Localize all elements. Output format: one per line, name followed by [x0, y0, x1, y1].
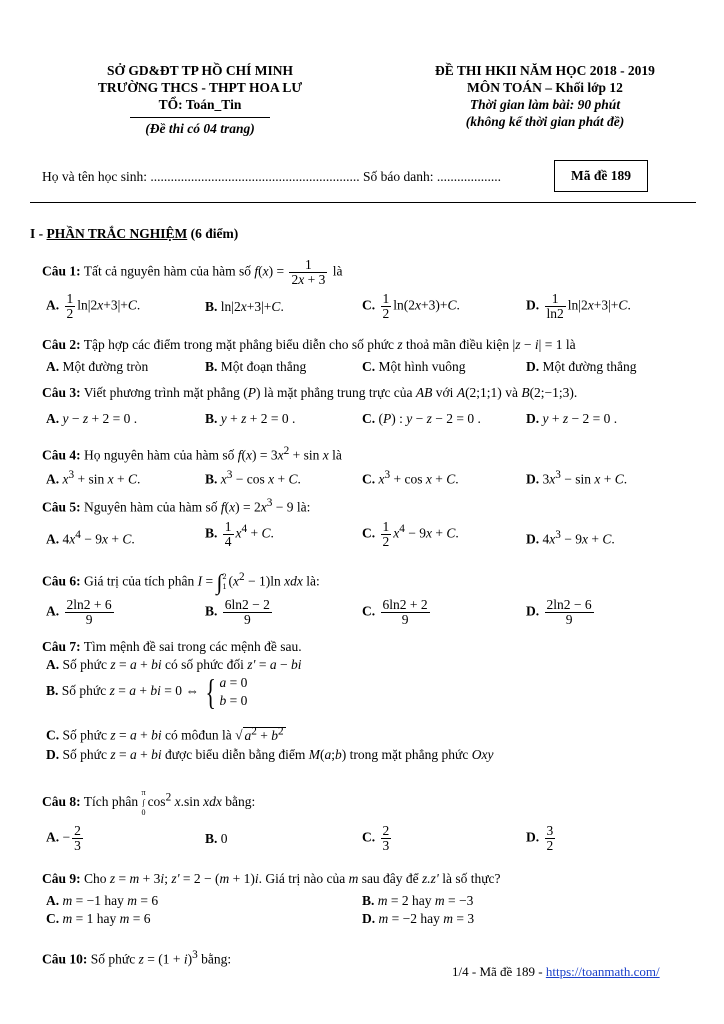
- q2-option-d[interactable]: D. Một đường thẳng: [526, 359, 637, 374]
- q7-option-a[interactable]: A. Số phức z = a + bi có số phức đối z' = a − bi: [46, 657, 302, 672]
- question-1: Câu 1: Tất cả nguyên hàm của hàm số f(x) = $\frac{1}{2x + 3}$ là: [42, 257, 343, 287]
- q6-option-d[interactable]: D. $\frac{2\ln 2 - 6}{9}$: [526, 597, 592, 627]
- q4-option-c[interactable]: C. $x^3 + \cos x + C$.: [362, 469, 459, 487]
- exam-code: Mã đề 189: [571, 168, 631, 183]
- student-info: [42, 168, 501, 186]
- school-name: TRƯỜNG THCS - THPT HOA LƯ: [97, 80, 303, 95]
- q5-option-c[interactable]: C. $\frac{1}{2}$ $x^4 - 9x + C$.: [362, 519, 459, 549]
- department-name: SỞ GD&ĐT TP HỒ CHÍ MINH: [107, 63, 293, 78]
- q3-option-c[interactable]: C. (P) : y − z − 2 = 0 .: [362, 411, 481, 426]
- q6-option-a[interactable]: A. $\frac{2\ln 2 + 6}{9}$: [46, 597, 112, 627]
- question-6: Câu 6: Giá trị của tích phân I = ∫2 1 $(x^2 - 1)\ln$ xdx là:: [42, 569, 320, 595]
- q4-option-d[interactable]: D. $3x^3 - \sin x + C$.: [526, 469, 628, 487]
- q4-option-b[interactable]: B. $x^3 - \cos x + C$.: [205, 469, 301, 487]
- q2-option-b[interactable]: B. Một đoạn thẳng: [205, 359, 307, 374]
- exam-title: ĐỀ THI HKII NĂM HỌC 2018 - 2019: [435, 63, 655, 78]
- q3-option-d[interactable]: D. y + z − 2 = 0 .: [526, 411, 618, 426]
- q7-option-c[interactable]: C. Số phức z = a + bi có môđun là √ $a^2 + b^2$: [46, 725, 284, 743]
- header-left: [80, 62, 320, 137]
- q8-option-a[interactable]: A. − $\frac{2}{3}$: [46, 823, 81, 853]
- q3-option-a[interactable]: A. y − z + 2 = 0 .: [46, 411, 138, 426]
- q1-option-a[interactable]: A. $\frac{1}{2}$ ln|2x+3|+C.: [46, 291, 141, 321]
- student-id-field: Số báo danh: ...................: [362, 169, 501, 184]
- q6-option-b[interactable]: B. $\frac{6\ln 2 - 2}{9}$: [205, 597, 270, 627]
- section-name: PHẦN TRẮC NGHIỆM: [46, 226, 188, 241]
- q6-option-c[interactable]: C. $\frac{6\ln 2 + 2}{9}$: [362, 597, 428, 627]
- q7-option-d[interactable]: D. Số phức z = a + bi được biểu diễn bằng điểm M(a;b) trong mặt phẳng phức Oxy: [46, 747, 494, 762]
- q7-option-b[interactable]: B. Số phức z = a + bi = 0 ⇔ { a = 0 b = 0: [46, 672, 248, 712]
- group-name: TỔ: Toán_Tin: [158, 97, 242, 112]
- q5-option-a[interactable]: A. $4x^4 - 9x + C$.: [46, 529, 135, 547]
- q1-option-b[interactable]: B. ln|2x+3|+C.: [205, 299, 284, 314]
- question-9: Câu 9: Cho z = m + 3i; z' = 2 − (m + 1)i. Giá trị nào của m sau đây để z.z' là số thực?: [42, 871, 501, 886]
- question-4: Câu 4: Họ nguyên hàm của hàm số $f(x) = 3x^2 + \sin x$ là: [42, 445, 342, 463]
- q2-option-a[interactable]: A. Một đường tròn: [46, 359, 149, 374]
- q9-option-c[interactable]: C. m = 1 hay m = 6: [46, 911, 151, 926]
- question-7: Câu 7: Tìm mệnh đề sai trong các mệnh đề sau.: [42, 639, 302, 654]
- question-8: Câu 8: Tích phân π ∫ $0\cos^2$ x.sin xdx bằng:: [42, 788, 256, 817]
- footer-link[interactable]: https://toanmath.com/: [545, 964, 660, 979]
- q9-option-a[interactable]: A. m = −1 hay m = 6: [46, 893, 159, 908]
- page-footer: [452, 963, 660, 981]
- student-name-field: Họ và tên học sinh: ..............................................................: [42, 169, 360, 184]
- q4-option-a[interactable]: A. $x^3 + \sin x + C$.: [46, 469, 141, 487]
- footer-text: 1/4 - Mã đề 189 -: [452, 964, 546, 979]
- q2-option-c[interactable]: C. Một hình vuông: [362, 359, 466, 374]
- q5-option-d[interactable]: D. $4x^3 - 9x + C$.: [526, 529, 615, 547]
- question-10: Câu 10: Số phức $z = (1 + i)^3$ bằng:: [42, 949, 232, 967]
- question-5: Câu 5: Nguyên hàm của hàm số $f(x) = 2x^3 - 9$ là:: [42, 497, 311, 515]
- section-title: I - PHẦN TRẮC NGHIỆM (6 điểm): [30, 226, 239, 241]
- q5-option-b[interactable]: B. $\frac{1}{4}$ $x^4 + C$.: [205, 519, 274, 549]
- q3-option-b[interactable]: B. y + z + 2 = 0 .: [205, 411, 296, 426]
- q1-option-c[interactable]: C. $\frac{1}{2}$ ln(2x+3)+C.: [362, 291, 460, 321]
- question-2: Câu 2: Tập hợp các điểm trong mặt phẳng biểu diễn cho số phức z thoả mãn điều kiện |z − i| = 1 là: [42, 337, 576, 352]
- header-divider: [30, 202, 696, 203]
- q8-option-b[interactable]: B. 0: [205, 831, 228, 846]
- duration-note: (không kể thời gian phát đề): [465, 114, 625, 129]
- header-underline: [130, 117, 270, 118]
- question-3: Câu 3: Viết phương trình mặt phẳng (P) là mặt phẳng trung trực của AB với A(2;1;1) và B(2;−1;3).: [42, 385, 578, 400]
- exam-code-box: [554, 160, 648, 192]
- q9-option-d[interactable]: D. m = −2 hay m = 3: [362, 911, 475, 926]
- q8-option-d[interactable]: D. $\frac{3}{2}$: [526, 823, 554, 853]
- subject-line: MÔN TOÁN – Khối lớp 12: [467, 80, 623, 95]
- q9-option-b[interactable]: B. m = 2 hay m = −3: [362, 893, 474, 908]
- duration-line: Thời gian làm bài: 90 phút: [469, 97, 621, 112]
- header-right: [410, 62, 680, 130]
- page-count-note: (Đề thi có 04 trang): [145, 121, 255, 136]
- q1-option-d[interactable]: D. $\frac{1}{\ln 2}$ ln|2x+3|+C.: [526, 291, 631, 321]
- q8-option-c[interactable]: C. $\frac{2}{3}$: [362, 823, 390, 853]
